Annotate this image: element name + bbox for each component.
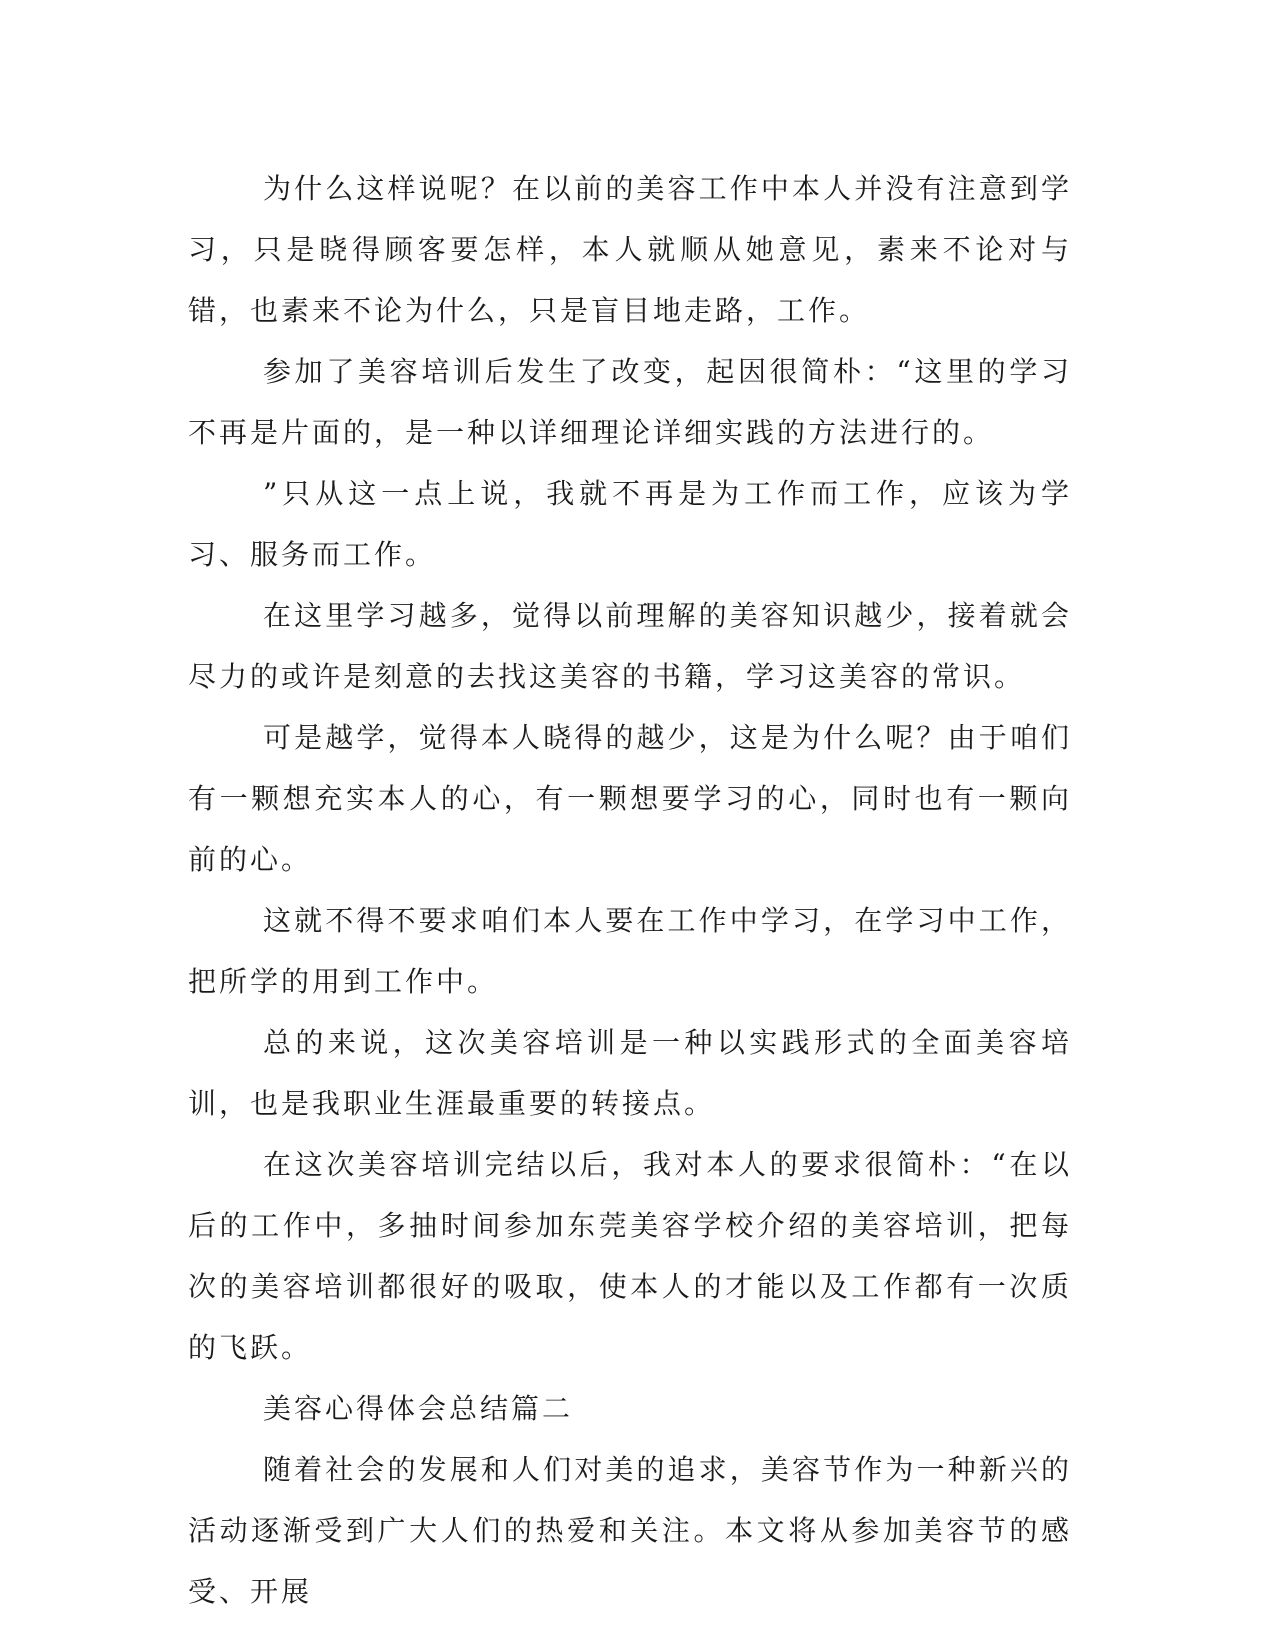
paragraph-6: 这就不得不要求咱们本人要在工作中学习，在学习中工作，把所学的用到工作中。 xyxy=(188,904,1072,998)
paragraph-5: 可是越学，觉得本人晓得的越少，这是为什么呢？由于咱们有一颗想充实本人的心，有一颗想要学习的心，同时也有一颗向前的心。 xyxy=(188,721,1072,876)
document-body xyxy=(188,158,1072,1622)
paragraph-1: 为什么这样说呢？在以前的美容工作中本人并没有注意到学习，只是晓得顾客要怎样，本人就顺从她意见，素来不论对与错，也素来不论为什么，只是盲目地走路，工作。 xyxy=(188,172,1072,327)
paragraph-2: 参加了美容培训后发生了改变，起因很简朴：“这里的学习不再是片面的，是一种以详细理论详细实践的方法进行的。 xyxy=(188,355,1072,449)
paragraph-4: 在这里学习越多，觉得以前理解的美容知识越少，接着就会尽力的或许是刻意的去找这美容的书籍，学习这美容的常识。 xyxy=(188,599,1072,693)
paragraph-8: 在这次美容培训完结以后，我对本人的要求很简朴：“在以后的工作中，多抽时间参加东莞美容学校介绍的美容培训，把每次的美容培训都很好的吸取，使本人的才能以及工作都有一次质的飞跃。 xyxy=(188,1148,1072,1364)
paragraph-7: 总的来说，这次美容培训是一种以实践形式的全面美容培训，也是我职业生涯最重要的转接点。 xyxy=(188,1026,1072,1120)
paragraph-9: 随着社会的发展和人们对美的追求，美容节作为一种新兴的活动逐渐受到广大人们的热爱和关注。本文将从参加美容节的感受、开展 xyxy=(188,1453,1072,1608)
section-heading: 美容心得体会总结篇二 xyxy=(263,1392,574,1425)
paragraph-3: ”只从这一点上说，我就不再是为工作而工作，应该为学习、服务而工作。 xyxy=(188,477,1072,571)
